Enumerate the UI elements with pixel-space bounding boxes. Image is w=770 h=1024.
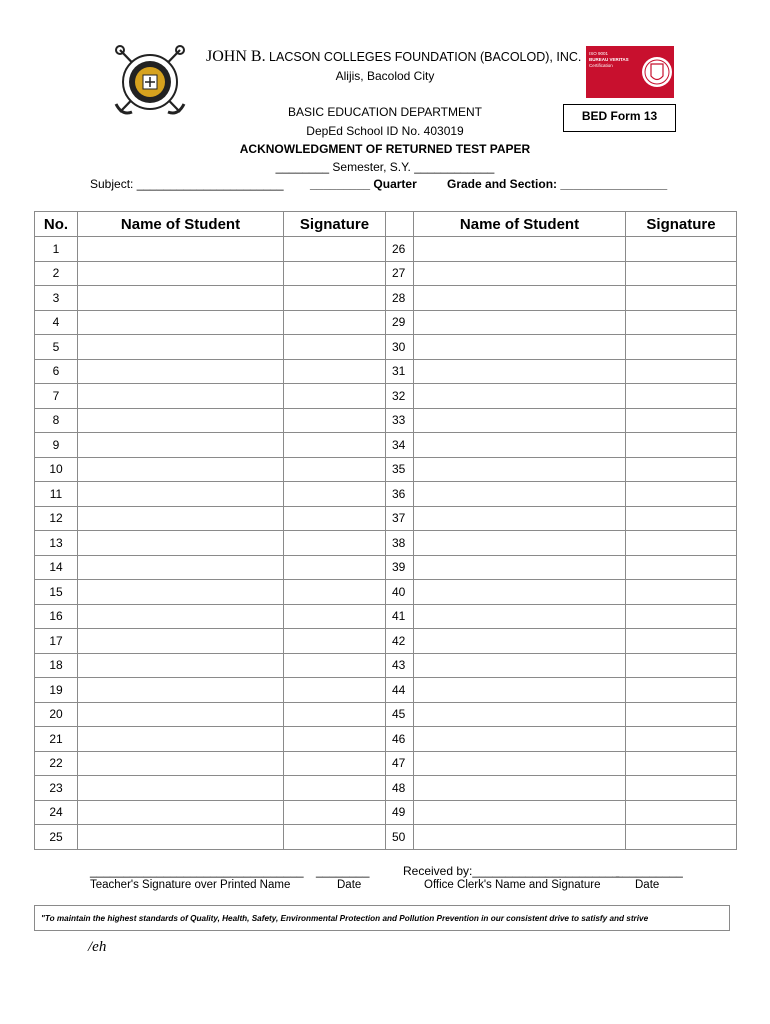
student-name-cell-left[interactable] <box>78 261 284 286</box>
row-number-left: 25 <box>35 825 78 850</box>
row-number-right: 34 <box>386 433 414 458</box>
table-row <box>35 261 737 286</box>
student-name-cell-left[interactable] <box>78 531 284 556</box>
row-number-right: 40 <box>386 580 414 605</box>
signature-cell-right[interactable] <box>626 751 737 776</box>
student-name-cell-left[interactable] <box>78 310 284 335</box>
row-number-left: 2 <box>35 261 78 286</box>
header-no: No. <box>35 212 78 237</box>
row-number-right: 45 <box>386 702 414 727</box>
student-name-cell-right[interactable] <box>414 580 626 605</box>
signature-cell-right[interactable] <box>626 482 737 507</box>
student-name-cell-right[interactable] <box>414 604 626 629</box>
school-address: Alijis, Bacolod City <box>335 69 435 83</box>
student-name-cell-right[interactable] <box>414 653 626 678</box>
student-name-cell-left[interactable] <box>78 800 284 825</box>
signature-cell-right[interactable] <box>626 237 737 262</box>
student-name-cell-left[interactable] <box>78 702 284 727</box>
teacher-signature-line: ________________________________ <box>90 864 304 878</box>
signature-cell-left[interactable] <box>284 506 386 531</box>
preparer-initials: /eh <box>88 939 107 955</box>
signature-cell-right[interactable] <box>626 359 737 384</box>
row-number-left: 24 <box>35 800 78 825</box>
signature-cell-right[interactable] <box>626 384 737 409</box>
row-number-right: 50 <box>386 825 414 850</box>
student-name-cell-right[interactable] <box>414 800 626 825</box>
student-name-cell-left[interactable] <box>78 335 284 360</box>
table-header-row <box>35 212 737 237</box>
row-number-left: 19 <box>35 678 78 703</box>
signature-cell-right[interactable] <box>626 457 737 482</box>
school-id: DepEd School ID No. 403019 <box>306 124 464 138</box>
row-number-right: 38 <box>386 531 414 556</box>
signature-cell-right[interactable] <box>626 776 737 801</box>
signature-cell-left[interactable] <box>284 555 386 580</box>
signature-cell-right[interactable] <box>626 800 737 825</box>
row-number-right: 26 <box>386 237 414 262</box>
signature-cell-left[interactable] <box>284 751 386 776</box>
header-signature-right: Signature <box>626 212 737 237</box>
signature-cell-right[interactable] <box>626 678 737 703</box>
student-name-cell-left[interactable] <box>78 506 284 531</box>
student-name-cell-right[interactable] <box>414 506 626 531</box>
signature-cell-right[interactable] <box>626 653 737 678</box>
row-number-right: 39 <box>386 555 414 580</box>
table-row <box>35 310 737 335</box>
row-number-right: 30 <box>386 335 414 360</box>
signature-cell-left[interactable] <box>284 531 386 556</box>
signature-cell-left[interactable] <box>284 237 386 262</box>
table-row <box>35 678 737 703</box>
signature-cell-left[interactable] <box>284 384 386 409</box>
table-row <box>35 359 737 384</box>
table-row <box>35 384 737 409</box>
row-number-left: 17 <box>35 629 78 654</box>
row-number-left: 4 <box>35 310 78 335</box>
row-number-left: 16 <box>35 604 78 629</box>
header-signature-left: Signature <box>284 212 386 237</box>
row-number-left: 11 <box>35 482 78 507</box>
date-label-1: Date <box>337 879 362 891</box>
signature-cell-left[interactable] <box>284 604 386 629</box>
row-number-left: 12 <box>35 506 78 531</box>
student-name-cell-right[interactable] <box>414 286 626 311</box>
row-number-left: 3 <box>35 286 78 311</box>
student-name-cell-left[interactable] <box>78 580 284 605</box>
policy-statement: "To maintain the highest standards of Quality, Health, Safety, Environmental Protection and Pollution Prevention in our consistent drive to satisfy and strive <box>34 905 730 931</box>
student-name-cell-left[interactable] <box>78 604 284 629</box>
table-row <box>35 457 737 482</box>
row-number-left: 6 <box>35 359 78 384</box>
school-name: JOHN B. LACSON COLLEGES FOUNDATION (BACOLOD), INC. <box>206 48 582 65</box>
subject-field: Subject: ______________________ <box>90 177 284 191</box>
student-name-cell-right[interactable] <box>414 457 626 482</box>
table-row <box>35 335 737 360</box>
signature-cell-right[interactable] <box>626 408 737 433</box>
table-row <box>35 482 737 507</box>
student-name-cell-right[interactable] <box>414 825 626 850</box>
student-name-cell-right[interactable] <box>414 310 626 335</box>
row-number-right: 42 <box>386 629 414 654</box>
table-row <box>35 604 737 629</box>
signature-cell-left[interactable] <box>284 286 386 311</box>
certification-text: ISO 9001 BUREAU VERITAS Certification <box>589 51 629 68</box>
signature-cell-left[interactable] <box>284 653 386 678</box>
student-name-cell-left[interactable] <box>78 359 284 384</box>
student-name-cell-left[interactable] <box>78 751 284 776</box>
table-row <box>35 702 737 727</box>
signature-cell-left[interactable] <box>284 433 386 458</box>
signature-cell-right[interactable] <box>626 433 737 458</box>
student-name-cell-left[interactable] <box>78 286 284 311</box>
table-row <box>35 286 737 311</box>
row-number-right: 28 <box>386 286 414 311</box>
table-row <box>35 433 737 458</box>
row-number-right: 27 <box>386 261 414 286</box>
date-line-2: __________ <box>616 864 683 878</box>
table-row <box>35 555 737 580</box>
table-row <box>35 237 737 262</box>
row-number-right: 46 <box>386 727 414 752</box>
student-name-cell-right[interactable] <box>414 751 626 776</box>
header-name-left: Name of Student <box>78 212 284 237</box>
received-by-line: Received by:______________________ <box>403 864 620 878</box>
signature-cell-right[interactable] <box>626 286 737 311</box>
student-name-cell-right[interactable] <box>414 408 626 433</box>
student-name-cell-left[interactable] <box>78 727 284 752</box>
signature-cell-left[interactable] <box>284 678 386 703</box>
table-row <box>35 531 737 556</box>
student-name-cell-right[interactable] <box>414 727 626 752</box>
student-name-cell-left[interactable] <box>78 629 284 654</box>
row-number-right: 36 <box>386 482 414 507</box>
student-name-cell-right[interactable] <box>414 384 626 409</box>
student-name-cell-right[interactable] <box>414 531 626 556</box>
student-name-cell-right[interactable] <box>414 433 626 458</box>
student-name-cell-right[interactable] <box>414 678 626 703</box>
signature-cell-right[interactable] <box>626 335 737 360</box>
row-number-left: 18 <box>35 653 78 678</box>
student-name-cell-right[interactable] <box>414 335 626 360</box>
table-row <box>35 653 737 678</box>
student-name-cell-right[interactable] <box>414 776 626 801</box>
row-number-left: 14 <box>35 555 78 580</box>
row-number-right: 48 <box>386 776 414 801</box>
row-number-left: 13 <box>35 531 78 556</box>
signature-cell-right[interactable] <box>626 702 737 727</box>
department-name: BASIC EDUCATION DEPARTMENT <box>287 105 483 119</box>
signature-cell-right[interactable] <box>626 580 737 605</box>
signature-cell-left[interactable] <box>284 482 386 507</box>
student-name-cell-right[interactable] <box>414 555 626 580</box>
signature-cell-left[interactable] <box>284 776 386 801</box>
signature-cell-right[interactable] <box>626 261 737 286</box>
table-row <box>35 751 737 776</box>
student-name-cell-left[interactable] <box>78 237 284 262</box>
row-number-left: 5 <box>35 335 78 360</box>
signature-cell-left[interactable] <box>284 825 386 850</box>
row-number-right: 29 <box>386 310 414 335</box>
signature-cell-right[interactable] <box>626 531 737 556</box>
header-no-right <box>386 212 414 237</box>
student-name-cell-left[interactable] <box>78 776 284 801</box>
semester-field: ________ Semester, S.Y. ____________ <box>275 160 495 174</box>
student-name-cell-left[interactable] <box>78 457 284 482</box>
student-name-cell-right[interactable] <box>414 702 626 727</box>
table-row <box>35 408 737 433</box>
teacher-signature-label: Teacher's Signature over Printed Name <box>90 879 291 891</box>
signature-cell-left[interactable] <box>284 359 386 384</box>
signature-cell-left[interactable] <box>284 408 386 433</box>
table-row <box>35 825 737 850</box>
signature-cell-right[interactable] <box>626 310 737 335</box>
table-row <box>35 629 737 654</box>
signature-cell-right[interactable] <box>626 825 737 850</box>
signature-cell-left[interactable] <box>284 457 386 482</box>
row-number-left: 8 <box>35 408 78 433</box>
row-number-left: 23 <box>35 776 78 801</box>
student-name-cell-left[interactable] <box>78 408 284 433</box>
signature-cell-right[interactable] <box>626 506 737 531</box>
student-name-cell-right[interactable] <box>414 359 626 384</box>
signature-cell-right[interactable] <box>626 727 737 752</box>
student-name-cell-right[interactable] <box>414 629 626 654</box>
row-number-right: 31 <box>386 359 414 384</box>
student-roster-table <box>34 211 737 850</box>
row-number-left: 22 <box>35 751 78 776</box>
table-row <box>35 800 737 825</box>
grade-section-field: Grade and Section: ________________ <box>447 177 668 191</box>
row-number-right: 43 <box>386 653 414 678</box>
row-number-right: 35 <box>386 457 414 482</box>
row-number-left: 21 <box>35 727 78 752</box>
row-number-left: 9 <box>35 433 78 458</box>
row-number-right: 41 <box>386 604 414 629</box>
signature-cell-right[interactable] <box>626 555 737 580</box>
signature-cell-right[interactable] <box>626 604 737 629</box>
quarter-field: _________ Quarter <box>310 177 417 191</box>
signature-cell-left[interactable] <box>284 727 386 752</box>
student-name-cell-left[interactable] <box>78 678 284 703</box>
row-number-right: 47 <box>386 751 414 776</box>
signature-cell-left[interactable] <box>284 580 386 605</box>
row-number-right: 32 <box>386 384 414 409</box>
table-row <box>35 506 737 531</box>
row-number-right: 44 <box>386 678 414 703</box>
clerk-signature-label: Office Clerk's Name and Signature <box>424 879 601 891</box>
row-number-left: 20 <box>35 702 78 727</box>
student-name-cell-right[interactable] <box>414 261 626 286</box>
date-label-2: Date <box>635 879 660 891</box>
row-number-left: 7 <box>35 384 78 409</box>
row-number-right: 49 <box>386 800 414 825</box>
student-name-cell-left[interactable] <box>78 653 284 678</box>
student-name-cell-right[interactable] <box>414 237 626 262</box>
row-number-right: 33 <box>386 408 414 433</box>
signature-cell-left[interactable] <box>284 335 386 360</box>
form-title: ACKNOWLEDGMENT OF RETURNED TEST PAPER <box>239 142 531 156</box>
date-line-1: ________ <box>316 864 370 878</box>
signature-cell-left[interactable] <box>284 800 386 825</box>
student-name-cell-left[interactable] <box>78 433 284 458</box>
student-name-cell-right[interactable] <box>414 482 626 507</box>
table-row <box>35 580 737 605</box>
signature-cell-left[interactable] <box>284 629 386 654</box>
student-name-cell-left[interactable] <box>78 555 284 580</box>
row-number-left: 15 <box>35 580 78 605</box>
table-row <box>35 776 737 801</box>
table-row <box>35 727 737 752</box>
signature-cell-left[interactable] <box>284 702 386 727</box>
row-number-left: 10 <box>35 457 78 482</box>
signature-cell-left[interactable] <box>284 310 386 335</box>
header-name-right: Name of Student <box>414 212 626 237</box>
row-number-right: 37 <box>386 506 414 531</box>
student-name-cell-left[interactable] <box>78 482 284 507</box>
signature-cell-right[interactable] <box>626 629 737 654</box>
signature-cell-left[interactable] <box>284 261 386 286</box>
student-name-cell-left[interactable] <box>78 825 284 850</box>
form-code-box: BED Form 13 <box>563 104 676 132</box>
student-name-cell-left[interactable] <box>78 384 284 409</box>
row-number-left: 1 <box>35 237 78 262</box>
